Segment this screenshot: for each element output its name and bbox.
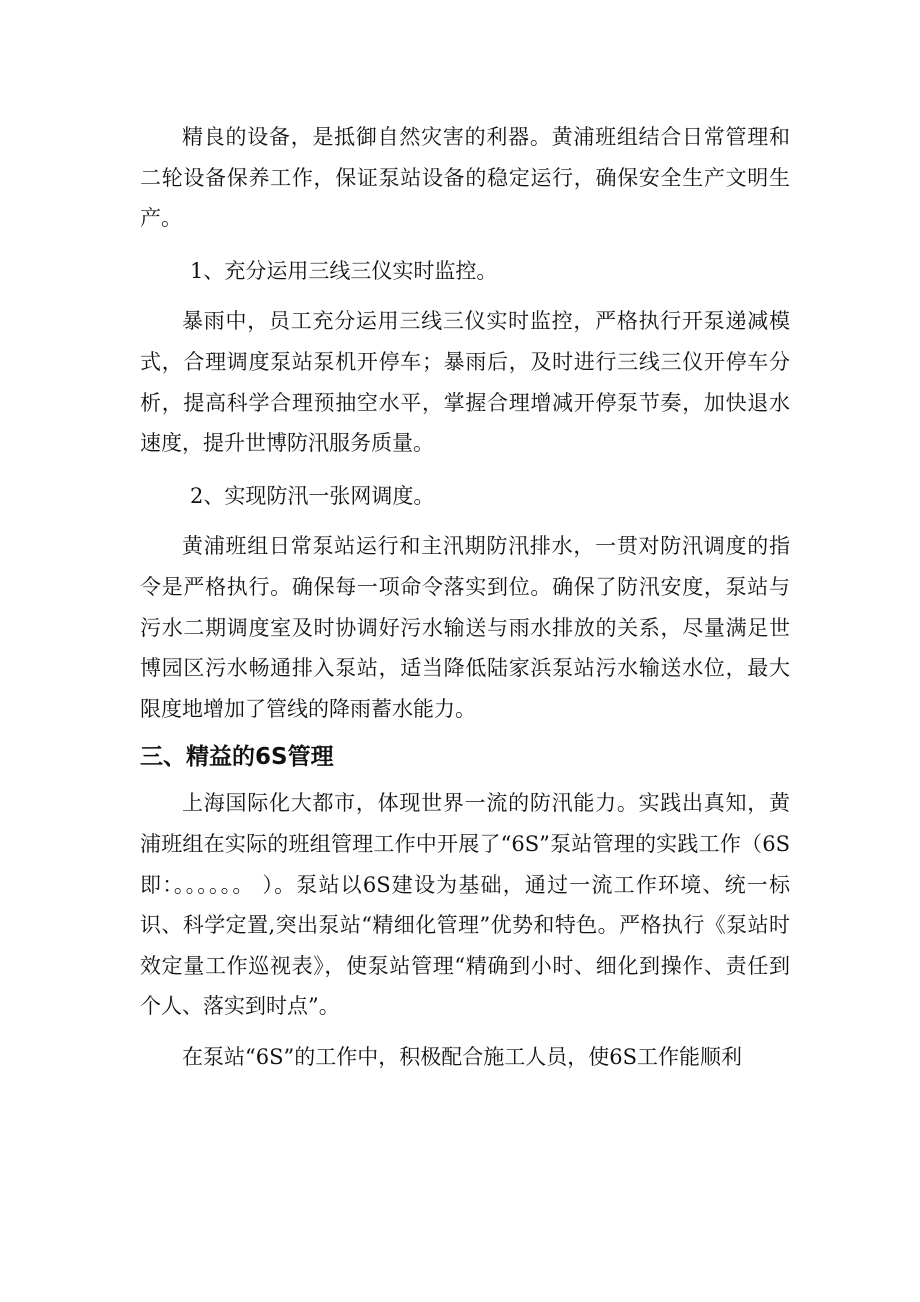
paragraph-equipment: 精良的设备，是抵御自然灾害的利器。黄浦班组结合日常管理和二轮设备保养工作，保证泵站设备的稳定运行，确保安全生产文明生产。	[140, 125, 790, 231]
paragraph-monitoring: 暴雨中，员工充分运用三线三仪实时监控，严格执行开泵递减模式，合理调度泵站泵机开停车；暴雨后，及时进行三线三仪开停车分析，提高科学合理预抽空水平，掌握合理增减开停泵节奏，加快退水速度，提升世博防汛服务质量。	[140, 309, 790, 456]
document-body	[140, 117, 790, 1077]
paragraph-6s-work: 在泵站“6S”的工作中，积极配合施工人员，使6S工作能顺利	[182, 1044, 742, 1069]
section-heading-6s: 三、精益的6S管理	[140, 744, 334, 771]
paragraph-dispatch: 黄浦班组日常泵站运行和主汛期防汛排水，一贯对防汛调度的指令是严格执行。确保每一项命令落实到位。确保了防汛安度，泵站与污水二期调度室及时协调好污水输送与雨水排放的关系，尽量满足世博园区污水畅通排入泵站，适当降低陆家浜泵站污水输送水位，最大限度地增加了管线的降雨蓄水能力。	[140, 534, 790, 721]
paragraph-6s-practice: 上海国际化大都市，体现世界一流的防汛能力。实践出真知，黄浦班组在实际的班组管理工作中开展了“6S”泵站管理的实践工作（6S即：。。。。。。 ）。泵站以6S建设为基础，通过一流工作环境、统一标识、科学定置,突出泵站“精细化管理”优势和特色。严格执行《泵站时效定量工作巡视表》，使泵站管理“精确到小时、细化到操作、责任到个人、落实到时点”。	[140, 791, 790, 1019]
item-heading-dispatch: 2、实现防汛一张网调度。	[190, 483, 435, 508]
item-heading-monitoring: 1、充分运用三线三仪实时监控。	[190, 258, 498, 283]
